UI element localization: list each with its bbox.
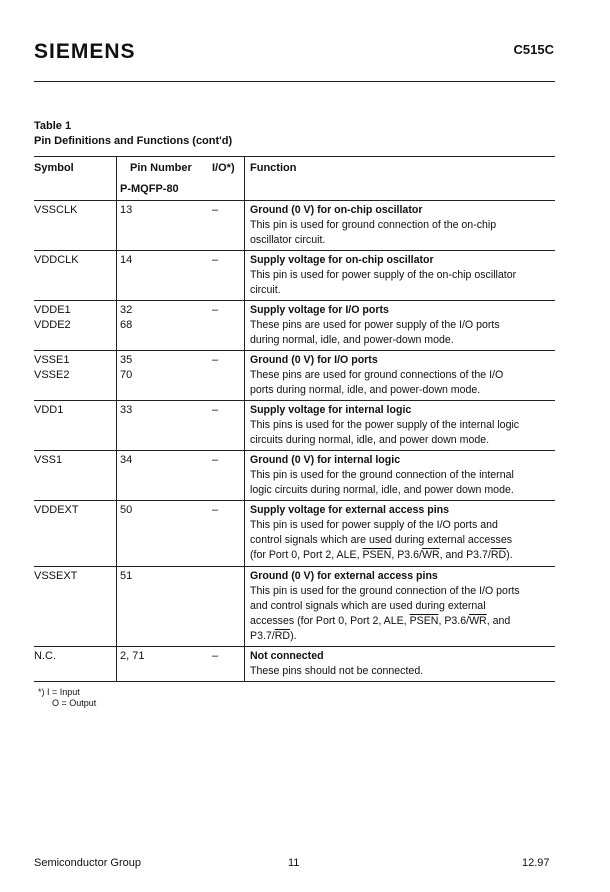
function-description-line: $P3.7/\overline{RD}$). [250, 630, 297, 642]
col-io-header: I/O*) [212, 162, 235, 174]
pin-symbol: VSSE1 [34, 354, 70, 366]
row-divider [34, 350, 555, 351]
io-type: – [212, 404, 219, 416]
function-title: Ground (0 V) for on-chip oscillator [250, 204, 423, 216]
footer-left: Semiconductor Group [34, 857, 141, 869]
function-description-line: This pin is used for ground connection of the on-chip [250, 219, 497, 231]
function-title: Ground (0 V) for internal logic [250, 454, 401, 466]
function-title: Supply voltage for internal logic [250, 404, 412, 416]
function-title: Supply voltage for I/O ports [250, 304, 389, 316]
row-divider [34, 450, 555, 451]
function-description-line: circuit. [250, 284, 281, 296]
header-rule [34, 81, 555, 82]
pin-symbol: VDDEXT [34, 504, 79, 516]
pin-symbol: VSSEXT [34, 570, 78, 582]
pin-number: 70 [120, 369, 133, 381]
function-description-line: This pin is used for the ground connection of the internal [250, 469, 514, 481]
row-divider [34, 681, 555, 682]
col-divider-2 [244, 156, 245, 681]
footnote-output: O = Output [52, 698, 97, 708]
function-description-line: This pin is used for the ground connection of the I/O ports [250, 585, 520, 597]
function-cell [250, 353, 555, 398]
part-number: C515C [513, 42, 554, 57]
pin-symbol: VDD1 [34, 404, 64, 416]
col-divider-1 [116, 156, 117, 681]
function-description-line: (for Port 0, Port 2, ALE, PSEN, $P3.6/\overline{WR}$, and $P3.7/\overline{RD}$). [250, 549, 513, 561]
function-title: Supply voltage for external access pins [250, 504, 450, 516]
page-number: 11 [288, 857, 300, 869]
function-description-line: These pins should not be connected. [250, 665, 424, 677]
function-title: Ground (0 V) for I/O ports [250, 354, 378, 366]
function-description-line: accesses (for Port 0, Port 2, ALE, PSEN, $P3.6/\overline{WR}$, and [250, 615, 511, 627]
table-subtitle: Pin Definitions and Functions (cont'd) [34, 135, 233, 147]
pin-symbol: VSSCLK [34, 204, 78, 216]
function-cell [250, 503, 555, 563]
function-title: Ground (0 V) for external access pins [250, 570, 438, 582]
function-description-line: oscillator circuit. [250, 234, 326, 246]
function-cell [250, 649, 555, 679]
table-title: Table 1 [34, 120, 72, 132]
col-function-header: Function [250, 162, 297, 174]
function-cell [250, 569, 555, 644]
function-description-line: control signals which are used during external accesses [250, 534, 513, 546]
pin-number: 14 [120, 254, 133, 266]
row-divider [34, 566, 555, 567]
row-divider [34, 646, 555, 647]
function-description-line: ports during normal, idle, and power-down mode. [250, 384, 481, 396]
pin-number: 35 [120, 354, 133, 366]
function-description-line: This pin is used for power supply of the on-chip oscillator [250, 269, 517, 281]
siemens-logo: SIEMENS [34, 40, 136, 63]
function-cell [250, 253, 555, 298]
function-description-line: and control signals which are used during external [250, 600, 486, 612]
function-description-line: logic circuits during normal, idle, and power down mode. [250, 484, 514, 496]
pin-number: 68 [120, 319, 133, 331]
pin-number: 33 [120, 404, 133, 416]
pin-number: 32 [120, 304, 133, 316]
footnote-input: *) I = Input [38, 687, 80, 697]
function-description-line: during normal, idle, and power-down mode. [250, 334, 454, 346]
function-description-line: These pins are used for ground connections of the I/O [250, 369, 504, 381]
row-divider [34, 500, 555, 501]
row-divider [34, 250, 555, 251]
io-type: – [212, 354, 219, 366]
header-bottom-rule [34, 200, 555, 201]
function-description-line: These pins are used for power supply of the I/O ports [250, 319, 500, 331]
pin-number: 51 [120, 570, 133, 582]
function-description-line: circuits during normal, idle, and power down mode. [250, 434, 490, 446]
io-type: – [212, 304, 219, 316]
io-type: – [212, 650, 219, 662]
function-title: Not connected [250, 650, 324, 662]
io-type: – [212, 204, 219, 216]
io-type: – [212, 504, 219, 516]
pin-number: 2, 71 [120, 650, 145, 662]
io-type: – [212, 254, 219, 266]
io-type: – [212, 454, 219, 466]
function-cell [250, 203, 555, 248]
function-title: Supply voltage for on-chip oscillator [250, 254, 434, 266]
col-symbol-header: Symbol [34, 162, 74, 174]
function-cell [250, 403, 555, 448]
col-package-header: P-MQFP-80 [120, 183, 179, 195]
table-top-rule [34, 156, 555, 157]
function-cell [250, 453, 555, 498]
footer-date: 12.97 [522, 857, 550, 869]
pin-symbol: VDDE2 [34, 319, 71, 331]
pin-symbol: VSSE2 [34, 369, 70, 381]
function-cell [250, 303, 555, 348]
pin-symbol: VDDCLK [34, 254, 79, 266]
function-description-line: This pins is used for the power supply of the internal logic [250, 419, 520, 431]
row-divider [34, 400, 555, 401]
row-divider [34, 300, 555, 301]
pin-symbol: VDDE1 [34, 304, 71, 316]
pin-number: 34 [120, 454, 133, 466]
pin-symbol: VSS1 [34, 454, 63, 466]
pin-symbol: N.C. [34, 650, 56, 662]
pin-number: 50 [120, 504, 133, 516]
pin-number: 13 [120, 204, 133, 216]
function-description-line: This pin is used for power supply of the I/O ports and [250, 519, 498, 531]
col-pin-number-header: Pin Number [130, 162, 192, 174]
